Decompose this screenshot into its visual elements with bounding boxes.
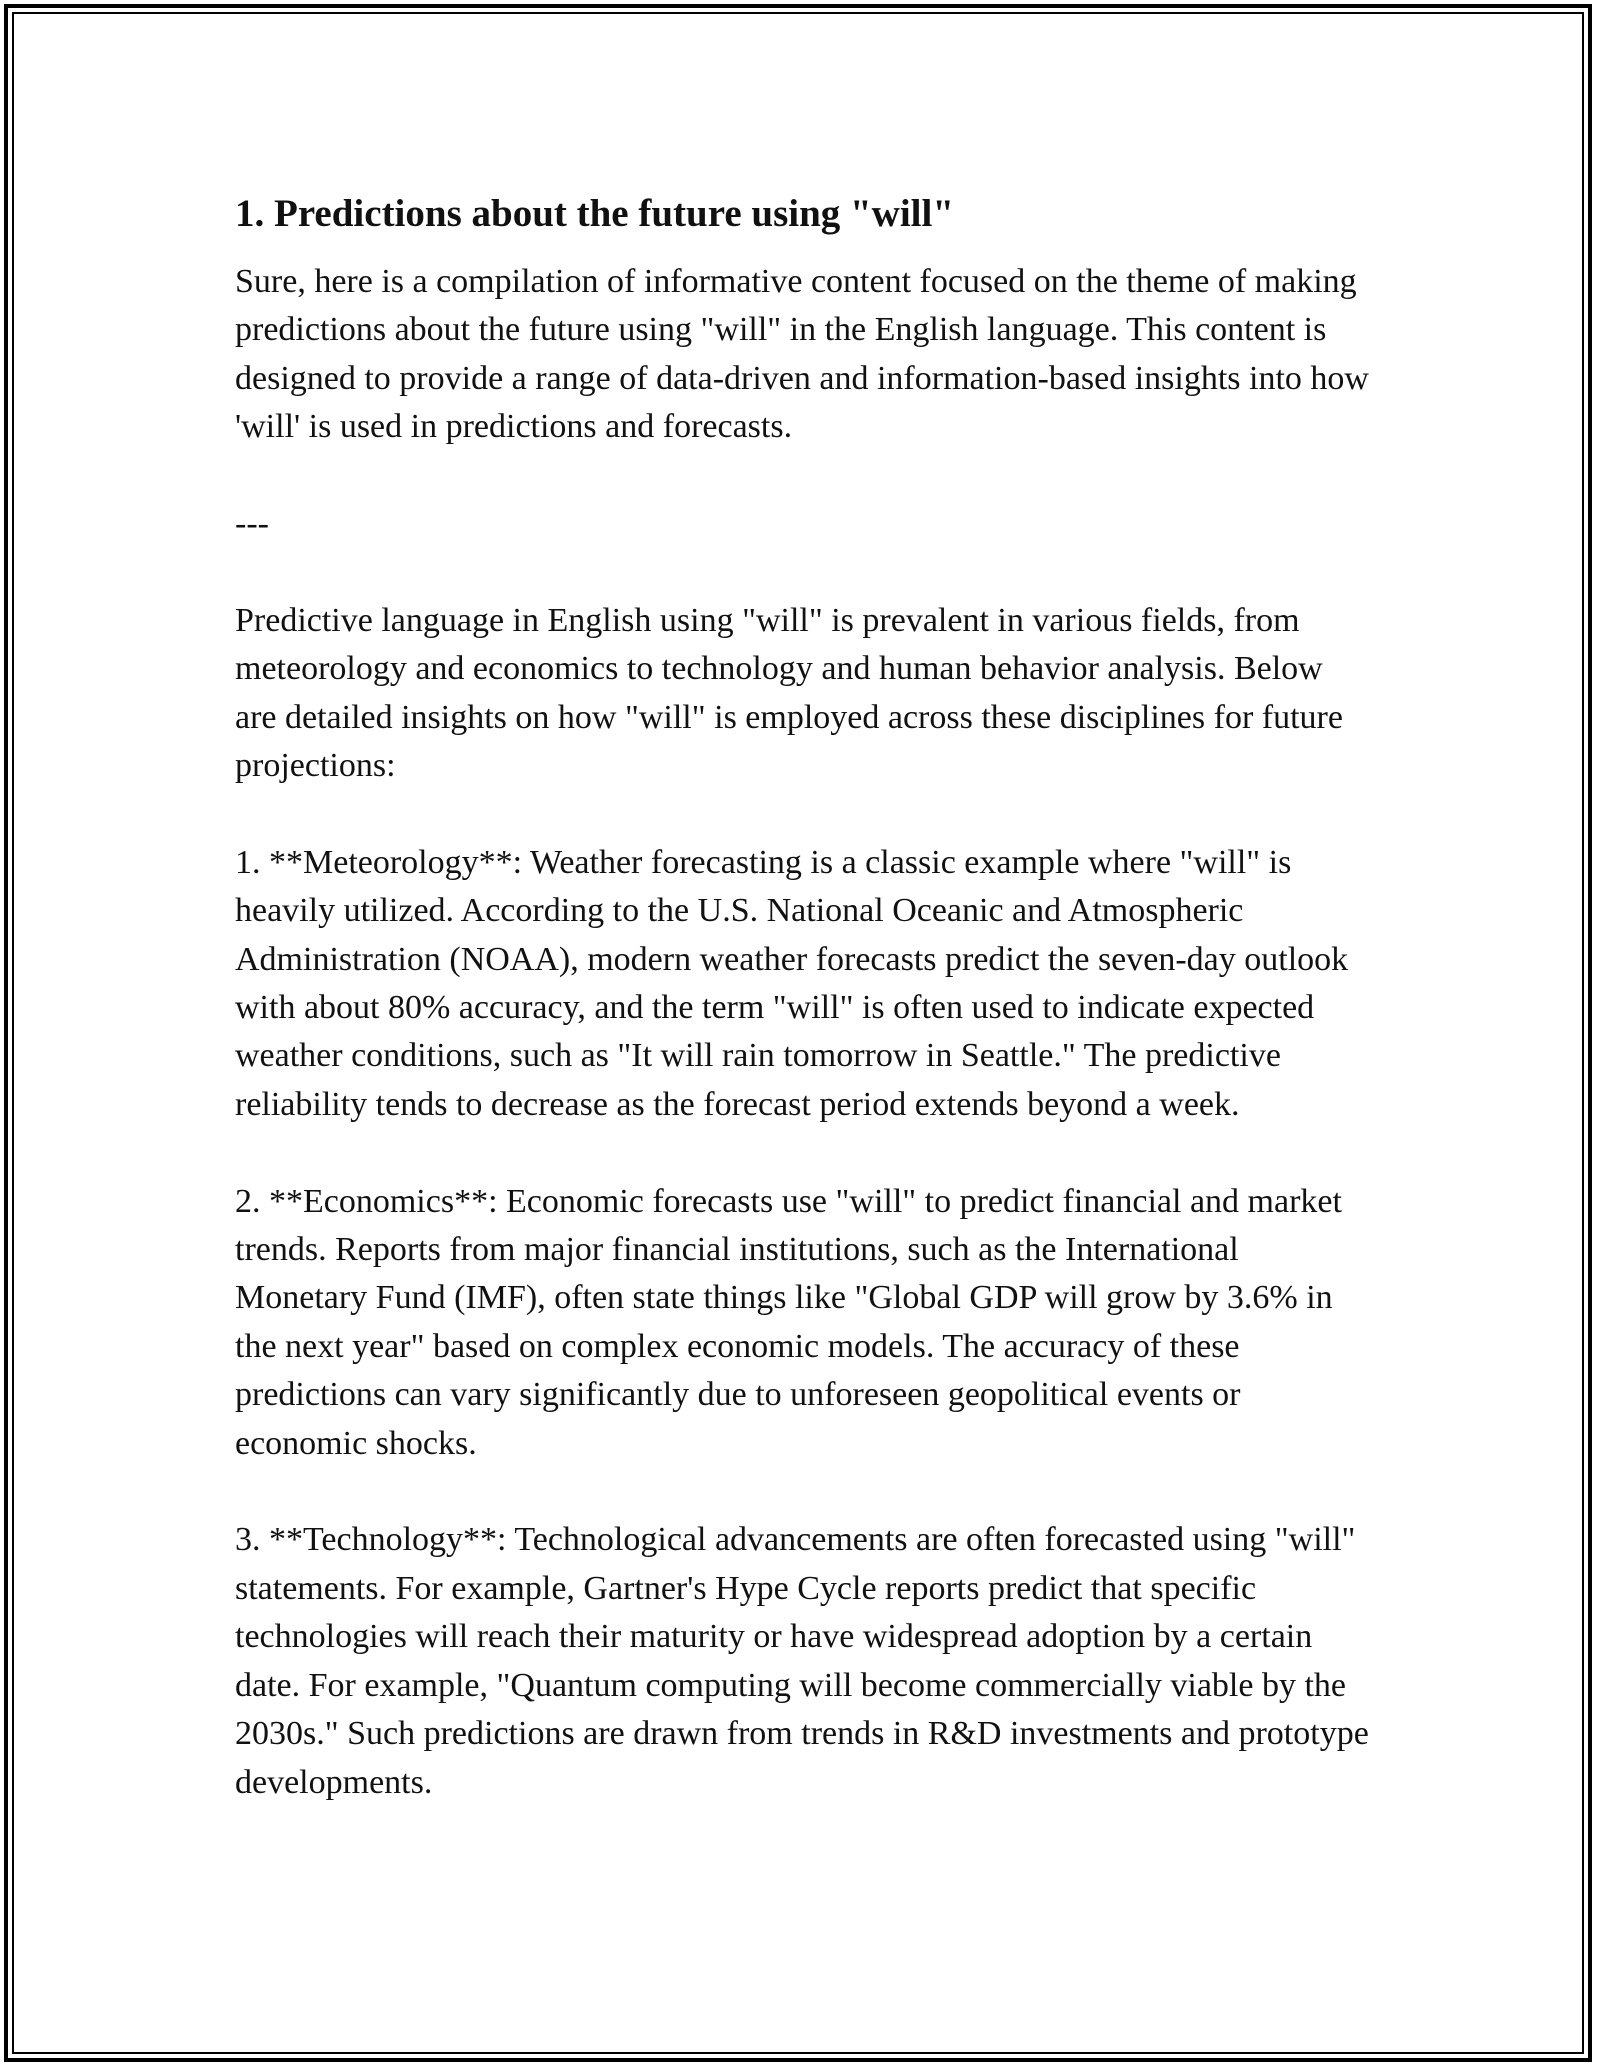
section-separator: --- — [235, 505, 269, 543]
item-technology: 3. **Technology**: Technological advancements are often forecasted using "will" statements. For example, Gartner's Hype Cycle reports predict that specific technologies will reach their maturity or have widespread adoption by a certain date. For example, "Quantum computing will become commercially viable by the 2030s." Such predictions are drawn from trends in R&D investments and prototype developments. — [235, 1521, 1369, 1801]
item-meteorology: 1. **Meteorology**: Weather forecasting is a classic example where "will" is heavily utilized. According to the U.S. National Oceanic and Atmospheric Administration (NOAA), modern weather forecasts predict the seven-day outlook with about 80% accuracy, and the term "will" is often used to indicate expected weather conditions, such as "It will rain tomorrow in Seattle." The predictive reliability tends to decrease as the forecast period extends beyond a week. — [235, 843, 1349, 1123]
intro-paragraph: Sure, here is a compilation of informative content focused on the theme of making predictions about the future using "will" in the English language. This content is designed to provide a range of data-driven and information-based insights into how 'will' is used in predictions and forecasts. — [235, 263, 1369, 446]
document-body — [235, 188, 1370, 1855]
item-economics: 2. **Economics**: Economic forecasts use "will" to predict financial and market trends. Reports from major financial institutions, such as the International Monetary Fund (IMF), often state things like "Global GDP will grow by 3.6% in the next year" based on complex economic models. The accuracy of these predictions can vary significantly due to unforeseen geopolitical events or economic shocks. — [235, 1182, 1342, 1462]
document-heading: 1. Predictions about the future using "will" — [235, 192, 955, 235]
overview-paragraph: Predictive language in English using "will" is prevalent in various fields, from meteorology and economics to technology and human behavior analysis. Below are detailed insights on how "will" is employed across these disciplines for future projections: — [235, 601, 1343, 785]
